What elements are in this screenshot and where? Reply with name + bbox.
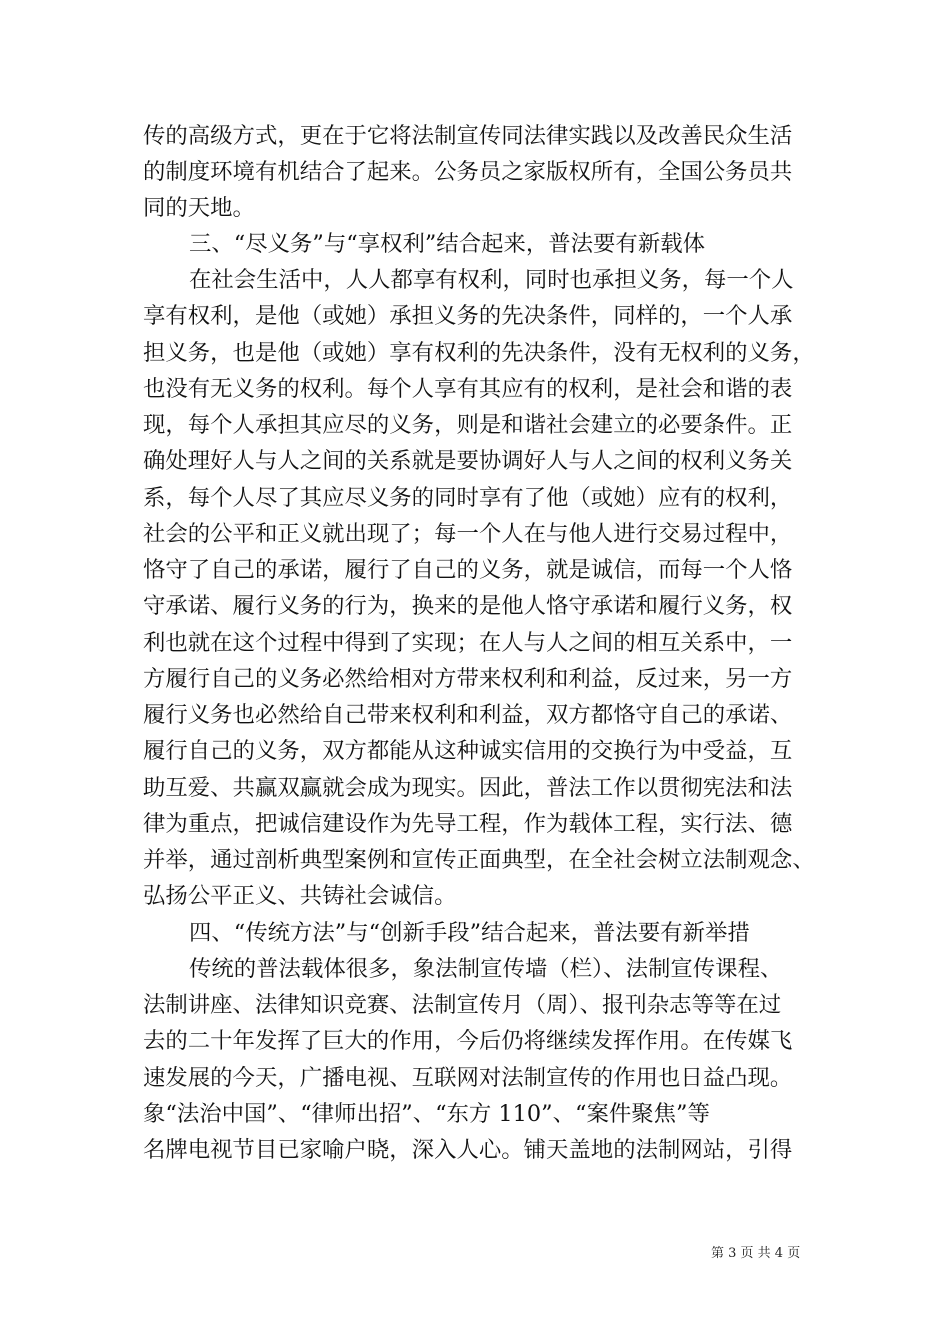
- text-line: 的制度环境有机结合了起来。公务员之家版权所有，全国公务员共: [143, 159, 793, 185]
- text-line: 利也就在这个过程中得到了实现；在人与人之间的相互关系中，一: [143, 630, 793, 656]
- text-line: 同的天地。: [143, 195, 255, 221]
- text-line: 在社会生活中，人人都享有权利，同时也承担义务，每一个人: [189, 267, 794, 293]
- text-line: 履行义务也必然给自己带来权利和利益，双方都恪守自己的承诺、: [143, 702, 793, 728]
- section-heading-4: 四、“传统方法”与“创新手段”结合起来，普法要有新举措: [189, 920, 750, 946]
- text-line: 系，每个人尽了其应尽义务的同时享有了他（或她）应有的权利，: [143, 485, 793, 511]
- text-line: 现，每个人承担其应尽的义务，则是和谐社会建立的必要条件。正: [143, 412, 793, 438]
- text-line: 名牌电视节目已家喻户晓，深入人心。铺天盖地的法制网站，引得: [143, 1137, 793, 1163]
- text-line: 方履行自己的义务必然给相对方带来权利和利益，反过来，另一方: [143, 666, 793, 692]
- text-line: 并举，通过剖析典型案例和宣传正面典型，在全社会树立法制观念、: [143, 847, 815, 873]
- text-line: 确处理好人与人之间的关系就是要协调好人与人之间的权利义务关: [143, 448, 793, 474]
- section-heading-3: 三、“尽义务”与“享权利”结合起来，普法要有新载体: [189, 231, 705, 257]
- text-line: 社会的公平和正义就出现了；每一个人在与他人进行交易过程中，: [143, 521, 793, 547]
- text-line: 速发展的今天，广播电视、互联网对法制宣传的作用也日益凸现。: [143, 1065, 793, 1091]
- text-line: 律为重点，把诚信建设作为先导工程，作为载体工程，实行法、德: [143, 811, 793, 837]
- text-line: 传的高级方式，更在于它将法制宣传同法律实践以及改善民众生活: [143, 123, 793, 149]
- page-number: 第 3 页 共 4 页: [711, 1246, 801, 1261]
- text-line: 恪守了自己的承诺，履行了自己的义务，就是诚信，而每一个人恪: [143, 557, 793, 583]
- text-line: 法制讲座、法律知识竞赛、法制宣传月（周）、报刊杂志等等在过: [143, 992, 782, 1018]
- text-line: 履行自己的义务，双方都能从这种诚实信用的交换行为中受益，互: [143, 738, 793, 764]
- text-line: 担义务，也是他（或她）享有权利的先决条件，没有无权利的义务，: [143, 340, 815, 366]
- text-line: 象“法治中国”、“律师出招”、“东方 110”、“案件聚焦”等: [143, 1101, 710, 1127]
- text-line: 弘扬公平正义、共铸社会诚信。: [143, 883, 457, 909]
- text-line: 也没有无义务的权利。每个人享有其应有的权利，是社会和谐的表: [143, 376, 793, 402]
- text-line: 去的二十年发挥了巨大的作用，今后仍将继续发挥作用。在传媒飞: [143, 1028, 793, 1054]
- text-line: 享有权利，是他（或她）承担义务的先决条件，同样的，一个人承: [143, 303, 793, 329]
- text-line: 守承诺、履行义务的行为，换来的是他人恪守承诺和履行义务，权: [143, 593, 793, 619]
- text-line: 传统的普法载体很多，象法制宣传墙（栏）、法制宣传课程、: [189, 956, 783, 982]
- text-line: 助互爱、共赢双赢就会成为现实。因此，普法工作以贯彻宪法和法: [143, 775, 793, 801]
